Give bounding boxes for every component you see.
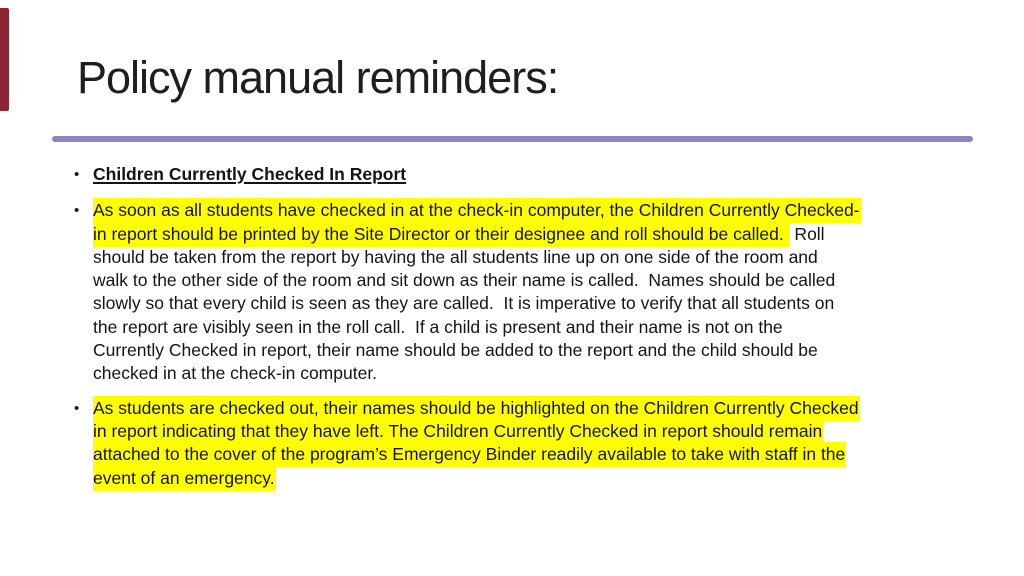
text-segment: Children Currently Checked In Report [93, 164, 407, 184]
text-line [93, 292, 974, 315]
bullet-list [74, 163, 974, 501]
highlighted-text: As soon as all students have checked in at the check-in computer, the Children Currently Checked- [93, 198, 861, 223]
text-line [93, 223, 974, 246]
text-line [93, 163, 974, 186]
text-line [93, 316, 974, 339]
bullet-text [93, 199, 974, 385]
highlighted-text: in report indicating that they have left. The Children Currently Checked in report should remain [93, 419, 823, 444]
text-line [93, 397, 974, 420]
text-segment: slowly so that every child is seen as they are called. It is imperative to verify that all students on [93, 293, 835, 314]
accent-bar [0, 8, 9, 111]
highlighted-text: As students are checked out, their names should be highlighted on the Children Currently Checked [93, 396, 860, 421]
text-line [93, 443, 974, 466]
text-segment: the report are visibly seen in the roll call. If a child is present and their name is not on the [93, 316, 783, 337]
text-line [93, 467, 974, 490]
text-segment: walk to the other side of the room and sit down as their name is called. Names should be called [93, 270, 836, 291]
text-line [93, 246, 974, 269]
text-line [93, 199, 974, 222]
bullet-text [93, 397, 974, 490]
title-divider-rule [52, 136, 973, 142]
bullet-marker: • [74, 166, 80, 183]
list-item [74, 199, 974, 385]
text-line [93, 420, 974, 443]
list-item [74, 397, 974, 490]
highlighted-text: attached to the cover of the program’s Emergency Binder readily available to take with staff in the [93, 442, 846, 467]
text-line [93, 362, 974, 385]
text-segment: Roll [789, 223, 825, 244]
highlighted-text: event of an emergency. [93, 466, 276, 491]
bullet-text [93, 163, 974, 186]
bullet-marker: • [74, 202, 80, 220]
text-segment: should be taken from the report by having the all students line up on one side of the room and [93, 246, 818, 267]
text-segment: checked in at the check-in computer. [93, 363, 378, 384]
text-segment: Currently Checked in report, their name should be added to the report and the child should be [93, 340, 818, 361]
text-line [93, 269, 974, 292]
bullet-marker: • [74, 399, 80, 417]
highlighted-text: in report should be printed by the Site Director or their designee and roll should be called. [93, 222, 790, 247]
page-title: Policy manual reminders: [77, 52, 559, 103]
text-line [93, 339, 974, 362]
list-item [74, 163, 974, 186]
